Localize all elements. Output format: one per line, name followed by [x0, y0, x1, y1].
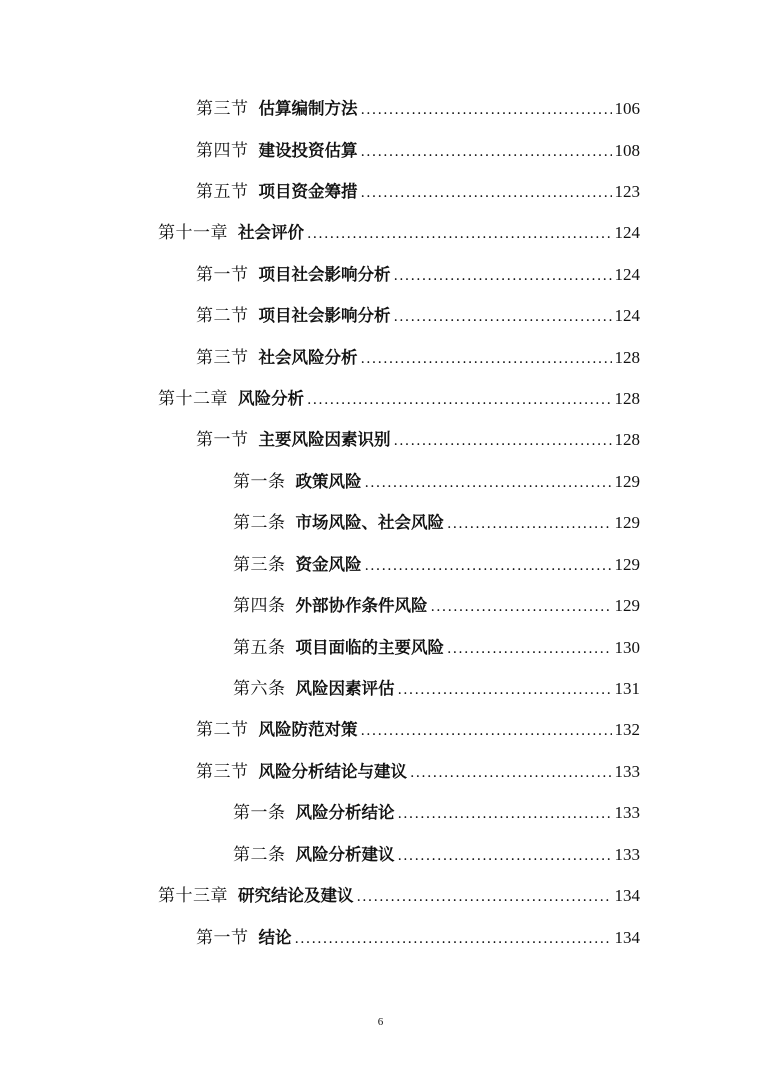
- toc-leader-dots: [361, 345, 612, 373]
- toc-entry-page: 129: [614, 472, 640, 491]
- toc-entry[interactable]: [233, 592, 640, 620]
- toc-leader-dots: [398, 676, 612, 704]
- toc-entry-number: 第一节: [196, 265, 249, 285]
- toc-leader-dots: [361, 138, 612, 166]
- toc-leader-dots: [361, 96, 612, 124]
- toc-entry[interactable]: [196, 758, 640, 786]
- toc-entry-number: 第三节: [196, 348, 249, 368]
- toc-leader-dots: [394, 427, 612, 455]
- toc-entry-title: 项目资金筹措: [258, 182, 358, 201]
- toc-entry[interactable]: [233, 675, 640, 703]
- toc-entry-title: 风险分析建议: [295, 845, 395, 864]
- toc-entry-title: 风险分析结论: [295, 803, 395, 822]
- toc-entry-page: 134: [614, 928, 640, 947]
- toc-entry-page: 133: [614, 803, 640, 822]
- toc-entry[interactable]: [196, 178, 640, 206]
- toc-leader-dots: [357, 883, 612, 911]
- toc-entry-title: 项目社会影响分析: [258, 265, 391, 284]
- toc-leader-dots: [365, 552, 612, 580]
- toc-entry[interactable]: [233, 634, 640, 662]
- toc-entry[interactable]: [196, 924, 640, 952]
- toc-leader-dots: [361, 717, 612, 745]
- toc-entry-title: 风险因素评估: [295, 679, 395, 698]
- toc-entry-page: 133: [614, 845, 640, 864]
- toc-leader-dots: [431, 593, 612, 621]
- toc-entry-page: 128: [614, 348, 640, 367]
- toc-entry[interactable]: [233, 551, 640, 579]
- toc-entry-number: 第二条: [233, 513, 286, 533]
- toc-entry-title: 结论: [258, 928, 292, 947]
- toc-entry-page: 128: [614, 430, 640, 449]
- toc-entry[interactable]: [196, 302, 640, 330]
- toc-entry-number: 第二节: [196, 306, 249, 326]
- toc-entry-page: 130: [614, 638, 640, 657]
- toc-entry-number: 第三节: [196, 762, 249, 782]
- toc-entry[interactable]: [196, 95, 640, 123]
- toc-leader-dots: [398, 842, 612, 870]
- toc-entry-number: 第三节: [196, 99, 249, 119]
- toc-entry-title: 风险分析结论与建议: [258, 762, 407, 781]
- toc-entry-title: 外部协作条件风险: [295, 596, 428, 615]
- toc-entry[interactable]: [158, 385, 640, 413]
- toc-entry-number: 第三条: [233, 555, 286, 575]
- toc-entry-number: 第五节: [196, 182, 249, 202]
- toc-entry-number: 第四条: [233, 596, 286, 616]
- toc-leader-dots: [307, 220, 612, 248]
- toc-entry-number: 第十二章: [158, 389, 228, 409]
- toc-entry-number: 第一节: [196, 928, 249, 948]
- toc-entry-title: 研究结论及建议: [238, 886, 354, 905]
- toc-leader-dots: [307, 386, 612, 414]
- toc-entry-title: 项目面临的主要风险: [295, 638, 444, 657]
- toc-leader-dots: [447, 635, 612, 663]
- toc-entry[interactable]: [158, 219, 640, 247]
- toc-entry-number: 第二节: [196, 720, 249, 740]
- toc-entry-title: 社会评价: [238, 223, 304, 242]
- toc-entry-page: 129: [614, 513, 640, 532]
- toc-entry-number: 第一条: [233, 472, 286, 492]
- toc-leader-dots: [365, 469, 612, 497]
- toc-entry-page: 128: [614, 389, 640, 408]
- toc-entry-page: 124: [614, 265, 640, 284]
- toc-entry[interactable]: [233, 468, 640, 496]
- toc-entry-number: 第一节: [196, 430, 249, 450]
- toc-entry[interactable]: [233, 841, 640, 869]
- toc-entry[interactable]: [196, 137, 640, 165]
- toc-entry-number: 第五条: [233, 638, 286, 658]
- toc-entry-page: 132: [614, 720, 640, 739]
- toc-entry-number: 第十一章: [158, 223, 228, 243]
- toc-entry-title: 社会风险分析: [258, 348, 358, 367]
- toc-entry-title: 政策风险: [295, 472, 362, 491]
- toc-leader-dots: [394, 262, 612, 290]
- toc-entry-page: 106: [614, 99, 640, 118]
- toc-entry-page: 124: [614, 223, 640, 242]
- toc-entry-page: 134: [614, 886, 640, 905]
- toc-entry-number: 第四节: [196, 141, 249, 161]
- toc-entry-title: 资金风险: [295, 555, 362, 574]
- toc-entry-page: 129: [614, 555, 640, 574]
- toc-entry-title: 主要风险因素识别: [258, 430, 391, 449]
- toc-entry-title: 项目社会影响分析: [258, 306, 391, 325]
- toc-entry-number: 第一条: [233, 803, 286, 823]
- toc-entry-page: 108: [614, 141, 640, 160]
- toc-leader-dots: [398, 800, 612, 828]
- toc-entry[interactable]: [196, 344, 640, 372]
- toc-entry-page: 124: [614, 306, 640, 325]
- toc-entry[interactable]: [233, 799, 640, 827]
- toc-entry-title: 风险防范对策: [258, 720, 358, 739]
- toc-entry[interactable]: [196, 716, 640, 744]
- toc-entry[interactable]: [233, 509, 640, 537]
- toc-entry-page: 123: [614, 182, 640, 201]
- page-number: 6: [377, 1016, 384, 1028]
- toc-entry[interactable]: [158, 882, 640, 910]
- toc-leader-dots: [410, 759, 612, 787]
- toc-entry[interactable]: [196, 426, 640, 454]
- toc-entry-number: 第六条: [233, 679, 286, 699]
- toc-leader-dots: [394, 303, 612, 331]
- toc-entry-title: 建设投资估算: [258, 141, 358, 160]
- toc-entry-number: 第二条: [233, 845, 286, 865]
- toc-leader-dots: [447, 510, 612, 538]
- toc-entry-page: 129: [614, 596, 640, 615]
- toc-leader-dots: [295, 925, 612, 953]
- toc-entry[interactable]: [196, 261, 640, 289]
- toc-entry-number: 第十三章: [158, 886, 228, 906]
- toc-entry-page: 131: [614, 679, 640, 698]
- toc-entry-title: 风险分析: [238, 389, 304, 408]
- toc-entry-title: 市场风险、社会风险: [295, 513, 444, 532]
- toc-entry-title: 估算编制方法: [258, 99, 358, 118]
- toc-entry-page: 133: [614, 762, 640, 781]
- toc-leader-dots: [361, 179, 612, 207]
